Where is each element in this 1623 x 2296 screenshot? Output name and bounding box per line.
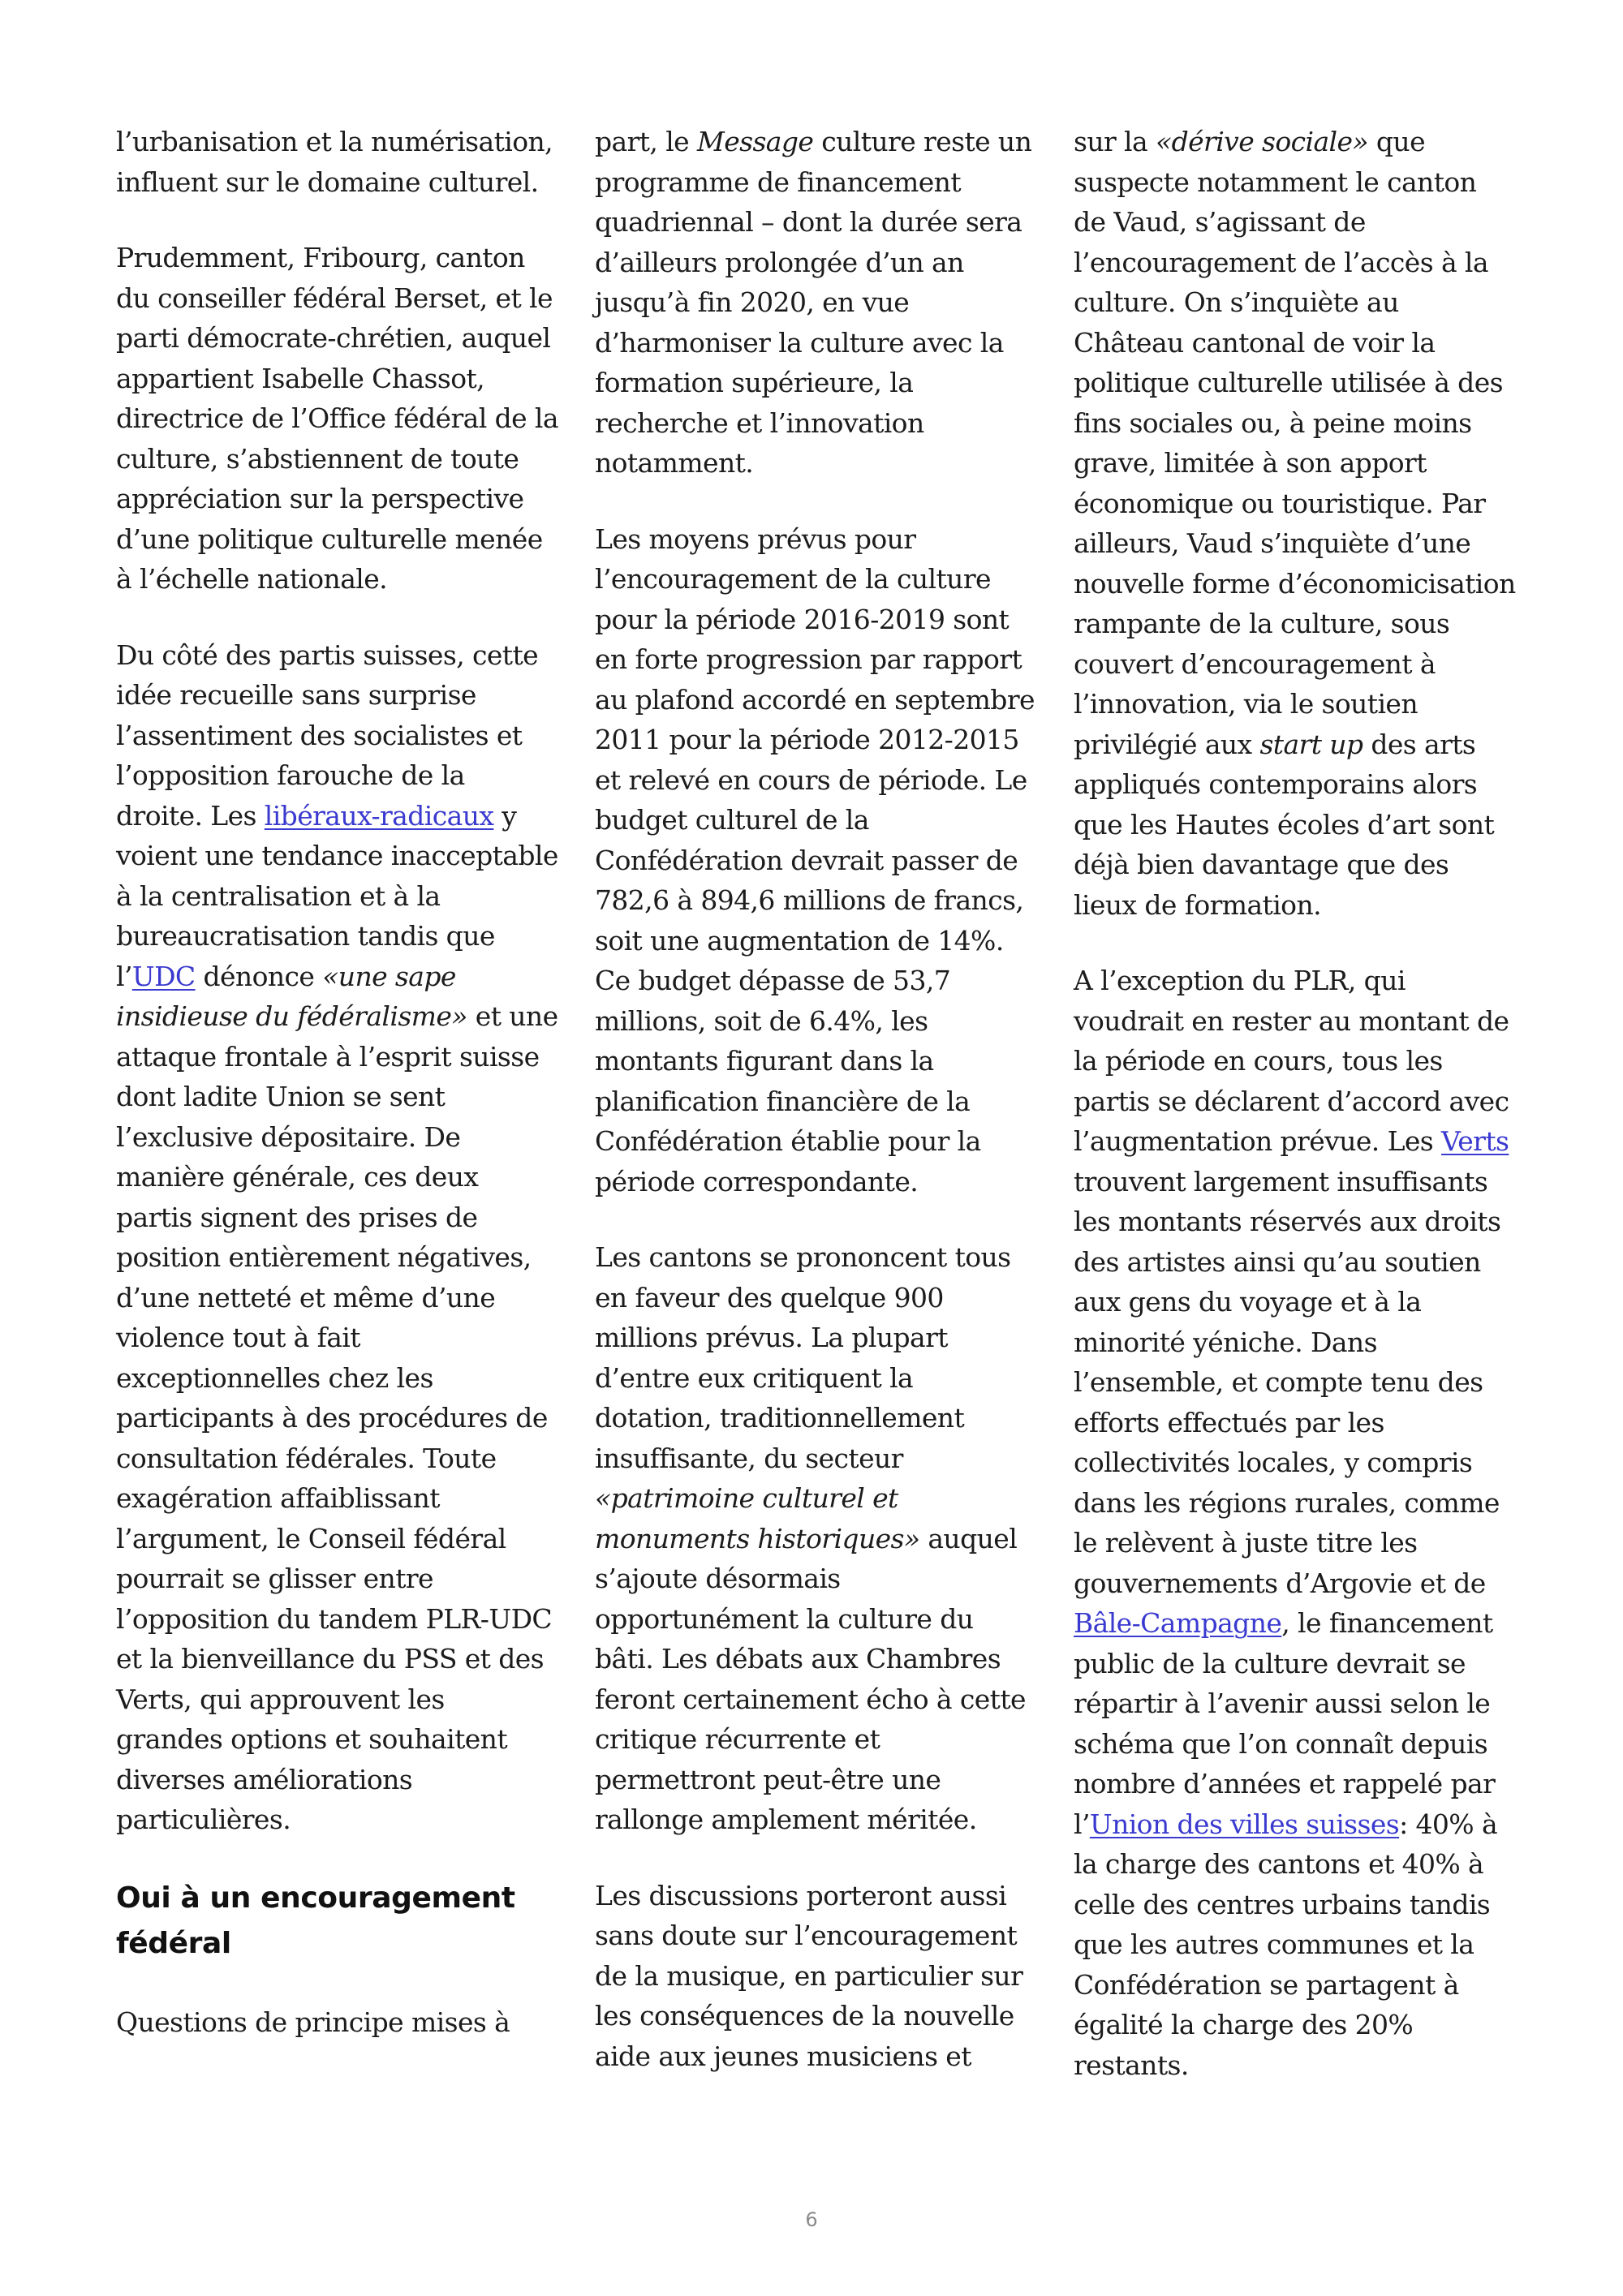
text-run: que suspecte notamment le canton de Vaud, s’agissant de l’encouragement de l’accès à la culture. On s’inquiète au Château cantonal de voir la politique culturelle utilisée à des fins sociales ou, à peine moins grave, limitée à son apport économique ou touristique. Par ailleurs, Vaud s’inquiète d’une nouvelle forme d’économicisation rampante de la culture, sous couvert d’encouragement à l’innovation, via le soutien privilégié aux — [1074, 126, 1516, 760]
text-run: Les discussions porteront aussi sans doute sur l’encouragement de la musique, en particulier sur les conséquences de la nouvelle aide aux jeunes musiciens et — [595, 1879, 1023, 2072]
text-column-1 — [116, 122, 558, 2078]
text-run: , le financement public de la culture devrait se répartir à l’avenir aussi selon le schéma que l’on connaît depuis nombre d’années et rappelé par l’ — [1074, 1607, 1496, 1840]
paragraph — [595, 122, 1037, 484]
paragraph — [1074, 122, 1516, 925]
paragraph — [595, 1237, 1037, 1840]
text-run: et une attaque frontale à l’esprit suisse dont ladite Union se sent l’exclusive dépositaire. De manière générale, ces deux partis signent des prises de position entièrement négatives, d’une netteté et même d’une violence tout à fait exceptionnelles chez les participants à des procédures de consultation fédérales. Toute exagération affaiblissant l’argument, le Conseil fédéral pourrait se glisser entre l’opposition du tandem PLR-UDC et la bienveillance du PSS et des Verts, qui approuvent les grandes options et souhaitent diverses améliorations particulières. — [116, 1000, 558, 1835]
inline-link[interactable]: Verts — [1441, 1125, 1509, 1157]
inline-link[interactable]: libéraux-radicaux — [264, 799, 494, 832]
inline-link[interactable]: Union des villes suisses — [1089, 1808, 1400, 1840]
text-run: Prudemment, Fribourg, canton du conseiller fédéral Berset, et le parti démocrate-chrétien, auquel appartient Isabelle Chassot, directrice de l’Office fédéral de la culture, s’abstiennent de toute appréciation sur la perspective d’une politique culturelle menée à l’échelle nationale. — [116, 242, 558, 595]
text-run: culture reste un programme de financement quadriennal – dont la durée sera d’ailleurs prolongée d’un an jusqu’à fin 2020, en vue d’harmoniser la culture avec la formation supérieure, la recherche et l’innovation notamment. — [595, 126, 1032, 479]
text-run: Questions de principe mises à — [116, 2006, 510, 2038]
text-run: Les moyens prévus pour l’encouragement de la culture pour la période 2016-2019 sont en forte progression par rapport au plafond accordé en septembre 2011 pour la période 2012-2015 et relevé en cours de période. Le budget culturel de la Confédération devrait passer de 782,6 à 894,6 millions de francs, soit une augmentation de 14%. Ce budget dépasse de 53,7 millions, soit de 6.4%, les montants figurant dans la planification financière de la Confédération établie pour la période correspondante. — [595, 522, 1035, 1197]
paragraph — [595, 1876, 1037, 2077]
text-run: Du côté des partis suisses, cette idée recueille sans surprise l’assentiment des socialistes et l’opposition farouche de la droite. Les — [116, 638, 539, 832]
text-run: Les cantons se prononcent tous en faveur des quelque 900 millions prévus. La plupart d’entre eux critiquent la dotation, traditionnellement insuffisante, du secteur — [595, 1241, 1011, 1474]
italic-text: Message — [697, 126, 814, 157]
text-column-3 — [1074, 122, 1516, 2121]
paragraph — [116, 2002, 558, 2043]
text-run: part, le — [595, 126, 697, 157]
section-heading: Oui à un encouragement fédéral — [116, 1881, 515, 1960]
text-run: y voient une tendance inacceptable à la centralisation et à la bureaucratisation tandis que l’ — [116, 799, 558, 992]
inline-link[interactable]: Bâle-Campagne — [1074, 1607, 1282, 1639]
text-run: l’urbanisation et la numérisation, influent sur le domaine culturel. — [116, 126, 553, 198]
text-run: dénonce — [195, 960, 323, 992]
text-run: auquel s’ajoute désormais opportunément la culture du bâti. Les débats aux Chambres feront certainement écho à cette critique récurrente et permettront peut-être une rallonge amplement méritée. — [595, 1522, 1026, 1835]
inline-link[interactable]: UDC — [131, 960, 196, 992]
paragraph — [1074, 961, 1516, 2085]
text-run: sur la — [1074, 126, 1156, 157]
italic-text: «patrimoine culturel et monuments historiques» — [595, 1482, 920, 1554]
italic-text: «dérive sociale» — [1155, 126, 1369, 157]
italic-text: start up — [1259, 728, 1363, 760]
paragraph — [595, 519, 1037, 1202]
text-run: : 40% à la charge des cantons et 40% à celle des centres urbains tandis que les autres communes et la Confédération se partagent à égalité la charge des 20% restants. — [1074, 1808, 1498, 2081]
text-run: trouvent largement insuffisants les montants réservés aux droits des artistes ainsi qu’au soutien aux gens du voyage et à la minorité yéniche. Dans l’ensemble, et compte tenu des efforts effectués par les collectivités locales, y compris dans les régions rurales, comme le relèvent à juste titre les gouvernements d’Argovie et de — [1074, 1165, 1501, 1599]
paragraph — [116, 238, 558, 600]
paragraph — [116, 635, 558, 1840]
paragraph — [116, 122, 558, 202]
page-number: 6 — [805, 2208, 818, 2231]
text-run: des arts appliqués contemporains alors que les Hautes écoles d’art sont déjà bien davantage que des lieux de formation. — [1074, 728, 1495, 921]
italic-text: «une sape insidieuse du fédéralisme» — [116, 960, 467, 1032]
text-column-2 — [595, 122, 1037, 2112]
text-run: A l’exception du PLR, qui voudrait en rester au montant de la période en cours, tous les partis se déclarent d’accord avec l’augmentation prévue. Les — [1074, 965, 1509, 1157]
